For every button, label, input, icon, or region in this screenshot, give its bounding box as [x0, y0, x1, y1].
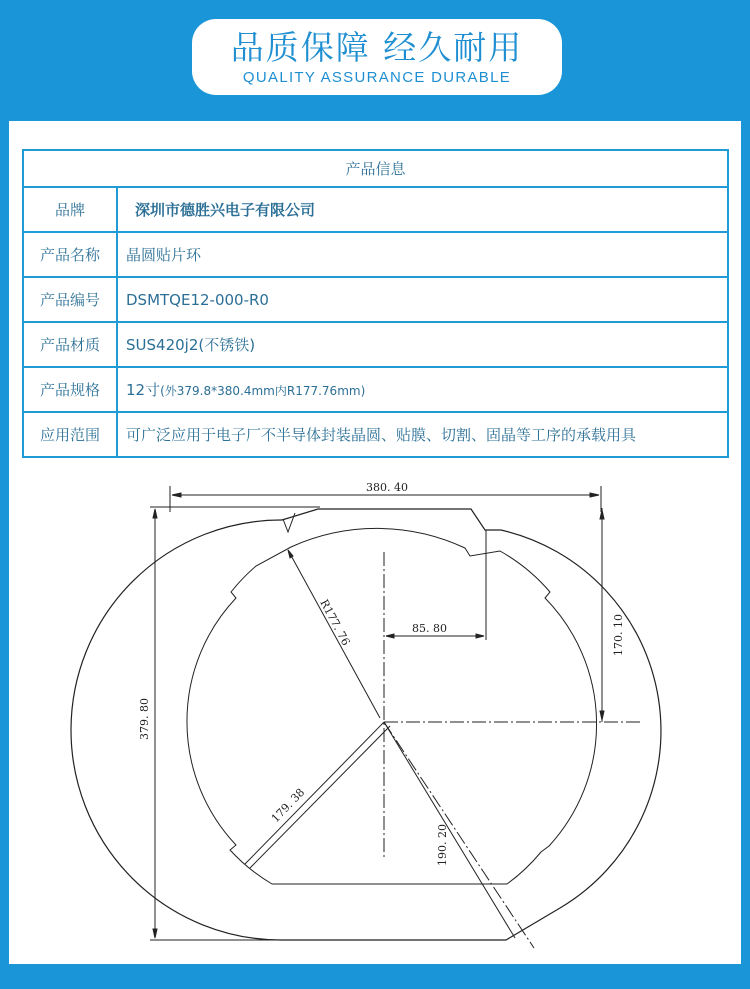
row-label-code: 产品编号: [23, 277, 117, 322]
content-panel: [9, 121, 741, 964]
row-label-name: 产品名称: [23, 232, 117, 277]
radius-arrow: [288, 550, 293, 558]
banner: [192, 19, 562, 95]
row-value-name: 晶圆贴片环: [117, 232, 728, 277]
wafer-ring-drawing: [9, 121, 741, 964]
row-value-code: DSMTQE12-000-R0: [117, 277, 728, 322]
banner-title: 品质保障 经久耐用: [230, 28, 524, 67]
dim-lower-label: 190. 20: [436, 824, 449, 866]
dim-width-label: 380. 40: [366, 481, 408, 494]
dim-offset-y-label: 170. 10: [612, 614, 625, 656]
row-label-brand: 品牌: [23, 187, 117, 232]
spec-size: 12寸: [126, 381, 161, 399]
row-label-usage: 应用范围: [23, 412, 117, 457]
banner-subtitle: QUALITY ASSURANCE DURABLE: [242, 69, 512, 86]
row-label-material: 产品材质: [23, 322, 117, 367]
row-value-brand: 深圳市德胜兴电子有限公司: [117, 187, 728, 232]
dim-offset-label: 85. 80: [412, 622, 447, 635]
dim-radius-label: R177. 76: [317, 597, 353, 648]
dim-line-lower: [384, 722, 515, 938]
row-value-usage: 可广泛应用于电子厂不半导体封装晶圆、贴膜、切割、固晶等工序的承载用具: [117, 412, 728, 457]
dim-flat-label: 179. 38: [268, 785, 308, 826]
centerline-diagonal: [384, 722, 534, 948]
ring-notch: [283, 513, 295, 532]
ring-inner-contour: [187, 528, 597, 884]
dim-height-label: 379. 80: [138, 698, 151, 740]
row-label-spec: 产品规格: [23, 367, 117, 412]
dim-line-flat: [245, 722, 384, 864]
dim-line-flat-2: [250, 726, 390, 868]
spec-note: (外379.8*380.4mm内R177.76mm): [160, 384, 366, 398]
row-value-material: SUS420j2(不锈铁): [117, 322, 728, 367]
ring-outer-contour: [71, 509, 661, 940]
table-header: 产品信息: [23, 150, 728, 187]
